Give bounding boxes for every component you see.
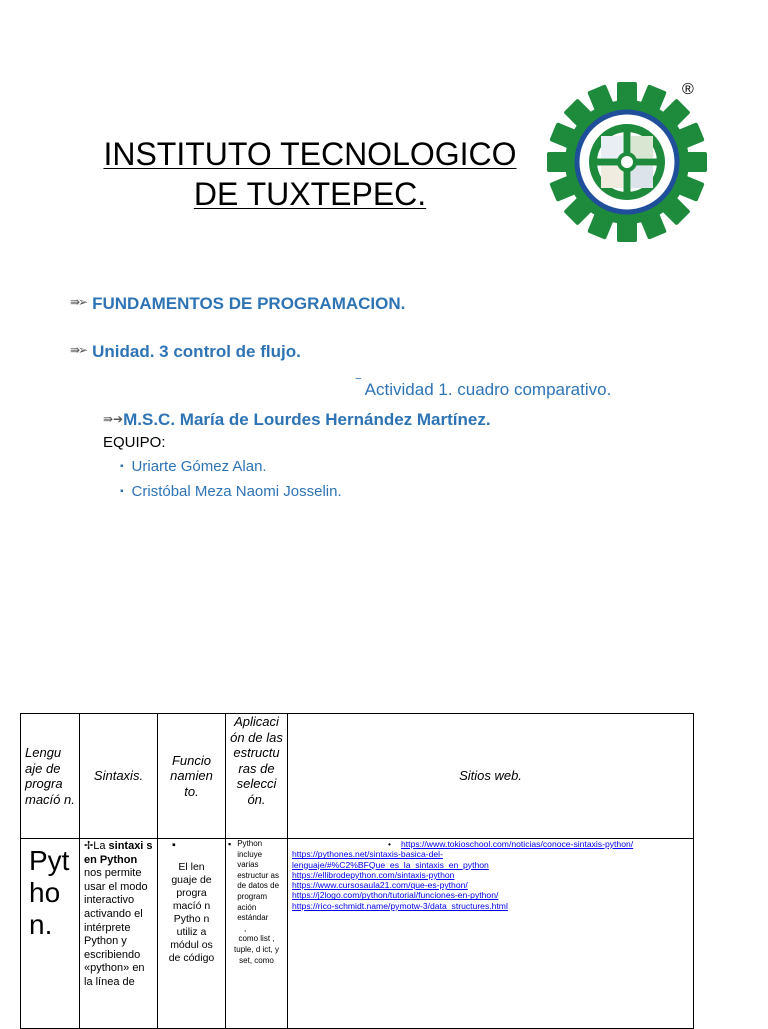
square-bullet-icon: ▪ <box>172 839 176 851</box>
arrow-bullet-icon: ⇛➢ <box>70 343 87 357</box>
application-text: ▪ Python incluye varias estructur as de datos de program ación estándar , como list , tuple, d ict, y set, como <box>228 839 280 965</box>
cell-syntax <box>80 839 158 1029</box>
cell-language <box>21 839 80 1029</box>
site-link[interactable]: https://www.cursosaula21.com/que-es-python/ <box>292 880 468 891</box>
cell-function <box>158 839 226 1029</box>
teacher-line <box>103 410 491 430</box>
team-member: ▪ Cristóbal Meza Naomi Josselin. <box>120 480 342 505</box>
unit-text: Unidad. 3 control de flujo. <box>92 342 301 361</box>
title-line-1: INSTITUTO TECNOLOGICO <box>103 136 517 172</box>
cell-sites <box>288 839 694 1029</box>
institute-seal-logo <box>547 82 707 242</box>
header-sites: Sitios web. <box>288 714 694 839</box>
site-link[interactable]: • https://www.tokioschool.com/noticias/conoce-sintaxis-python/ <box>292 839 689 849</box>
team-member-list <box>120 455 342 505</box>
header-syntax: Sintaxis. <box>80 714 158 839</box>
site-link[interactable]: https://pythones.net/sintaxis-basica-del- <box>292 849 443 860</box>
table-row <box>21 839 694 1029</box>
unit-line <box>70 342 301 362</box>
clover-bullet-icon: ✢ <box>84 840 94 852</box>
sites-list <box>288 839 693 911</box>
language-name: Pyt ho n. <box>29 845 70 940</box>
site-link[interactable]: https://rico-schmidt.name/pymotw-3/data_structures.html <box>292 900 508 911</box>
activity-text: Actividad 1. cuadro comparativo. <box>364 380 612 399</box>
arrow-bullet-icon: ⇛➢ <box>70 295 87 309</box>
title-line-2: DE TUXTEPEC. <box>193 176 427 212</box>
site-link[interactable]: https://ellibrodepython.com/sintaxis-python <box>292 869 455 880</box>
site-link[interactable]: lenguaje/#%C2%BFQue_es_la_sintaxis_en_python <box>292 859 489 870</box>
header-function: Funcio namien to. <box>158 714 226 839</box>
site-link[interactable]: https://j2logo.com/python/tutorial/funciones-en-python/ <box>292 890 499 901</box>
teacher-name: M.S.C. María de Lourdes Hernández Martínez. <box>123 410 491 429</box>
activity-line <box>356 376 612 400</box>
registered-mark: ® <box>682 81 694 98</box>
team-label: EQUIPO: <box>103 434 166 451</box>
cell-application <box>226 839 288 1029</box>
table-header-row <box>21 714 694 839</box>
syntax-text: ✢La sintaxi s en Python nos permite usar el modo interactivo activando el intérprete Python y escribiendo «python» en la línea de <box>84 840 153 988</box>
header-language: Lengu aje de progra macíó n. <box>21 714 80 839</box>
square-bullet-icon: ▪ <box>228 839 232 849</box>
dash-bullet-icon: ‾ <box>356 376 361 392</box>
subject-text: FUNDAMENTOS DE PROGRAMACION. <box>92 294 406 313</box>
comparison-table <box>20 713 694 1029</box>
subject-line <box>70 294 405 314</box>
document-title <box>60 134 560 214</box>
team-member: ▪ Uriarte Gómez Alan. <box>120 455 342 480</box>
arrow-bullet-icon: ⇛➔ <box>103 412 124 426</box>
function-text: ▪ El len guaje de progra macíó n Pytho n utiliz a módul os de código <box>158 839 225 965</box>
header-application: Aplicaci ón de las estructu ras de selecci ón. <box>226 714 288 839</box>
